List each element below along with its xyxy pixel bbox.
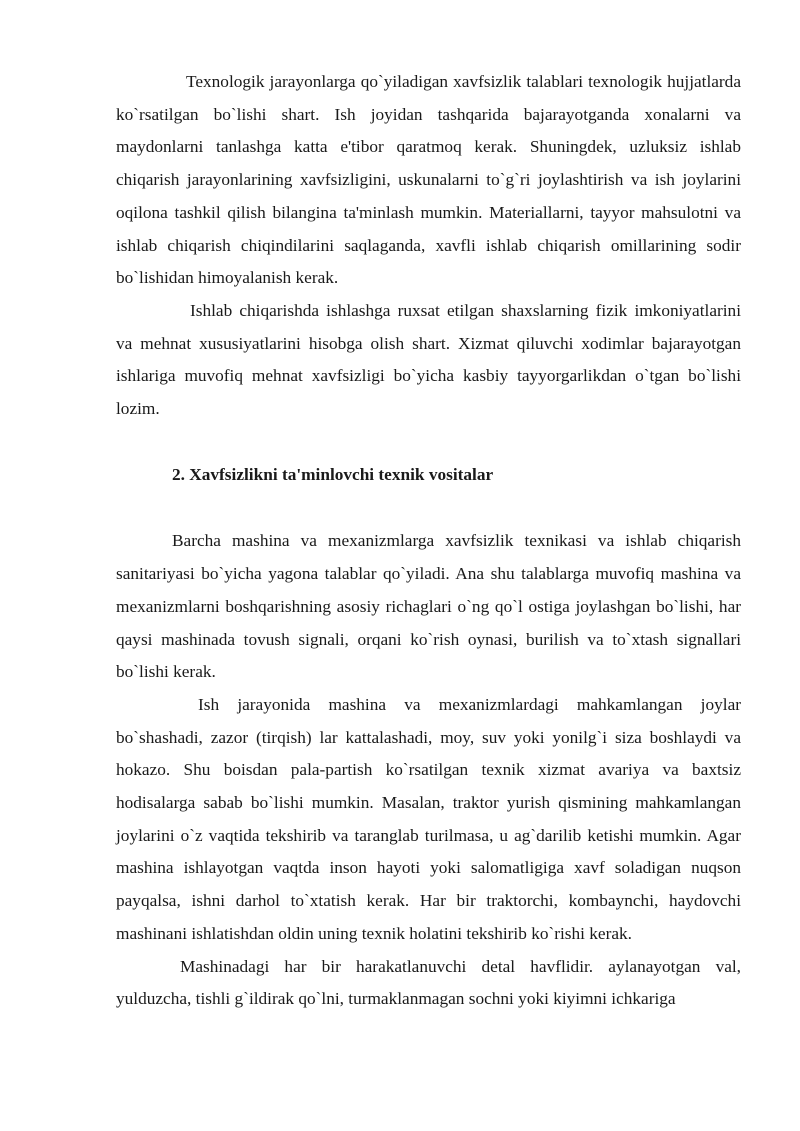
- spacer: [116, 491, 741, 525]
- document-page: [116, 66, 741, 1016]
- paragraph-moving-parts: Mashinadagi har bir harakatlanuvchi detal havflidir. aylanayotgan val, yulduzcha, tishli g`ildirak qo`lni, turmaklanmagan sochni yoki kiyimni ichkariga: [116, 956, 741, 1009]
- paragraph-technological-requirements: Texnologik jarayonlarga qo`yiladigan xavfsizlik talablari texnologik hujjatlarda ko`rsatilgan bo`lishi shart. Ish joyidan tashqarida bajarayotganda xonalarni va maydonlarni tanlashga katta e'tibor qaratmoq kerak. Shuningdek, uzluksiz ishlab chiqarish jarayonlarining xavfsizligini, uskunalarni to`g`ri joylashtirish va ish joylarini oqilona tashkil qilish bilangina ta'minlash mumkin. Materiallarni, tayyor mahsulotni va ishlab chiqarish chiqindilarini saqlaganda, xavfli ishlab chiqarish omillarining sodir bo`lishidan himoyalanish kerak.: [116, 72, 741, 288]
- spacer: [116, 426, 741, 459]
- paragraph-worker-qualification: Ishlab chiqarishda ishlashga ruxsat etilgan shaxslarning fizik imkoniyatlarini va mehnat xususiyatlarini hisobga olish shart. Xizmat qiluvchi xodimlar bajarayotgan ishlariga muvofiq mehnat xavfsizligi bo`yicha kasbiy tayyorgarlikdan o`tgan bo`lishi lozim.: [116, 300, 741, 419]
- section-heading: 2. Xavfsizlikni ta'minlovchi texnik vositalar: [172, 464, 494, 484]
- paragraph-machine-requirements: Barcha mashina va mexanizmlarga xavfsizlik texnikasi va ishlab chiqarish sanitariyasi bo`yicha yagona talablar qo`yiladi. Ana shu talablarga muvofiq mashina va mexanizmlarni boshqarishning asosiy richaglari o`ng qo`l ostiga joylashgan bo`lishi, har qaysi mashinada tovush signali, orqani ko`rish oynasi, burilish va to`xtash signallari bo`lishi kerak.: [116, 531, 741, 682]
- paragraph-maintenance: Ish jarayonida mashina va mexanizmlardagi mahkamlangan joylar bo`shashadi, zazor (tirqish) lar kattalashadi, moy, suv yoki yonilg`i siza boshlaydi va hokazo. Shu boisdan pala-partish ko`rsatilgan texnik xizmat avariya va baxtsiz hodisalarga sabab bo`lishi mumkin. Masalan, traktor yurish qismining mahkamlangan joylarini o`z vaqtida tekshirib va taranglab turilmasa, u ag`darilib ketishi mumkin. Agar mashina ishlayotgan vaqtda inson hayoti yoki salomatligiga xavf soladigan nuqson payqalsa, ishni darhol to`xtatish kerak. Har bir traktorchi, kombaynchi, haydovchi mashinani ishlatishdan oldin uning texnik holatini tekshirib ko`rishi kerak.: [116, 694, 741, 943]
